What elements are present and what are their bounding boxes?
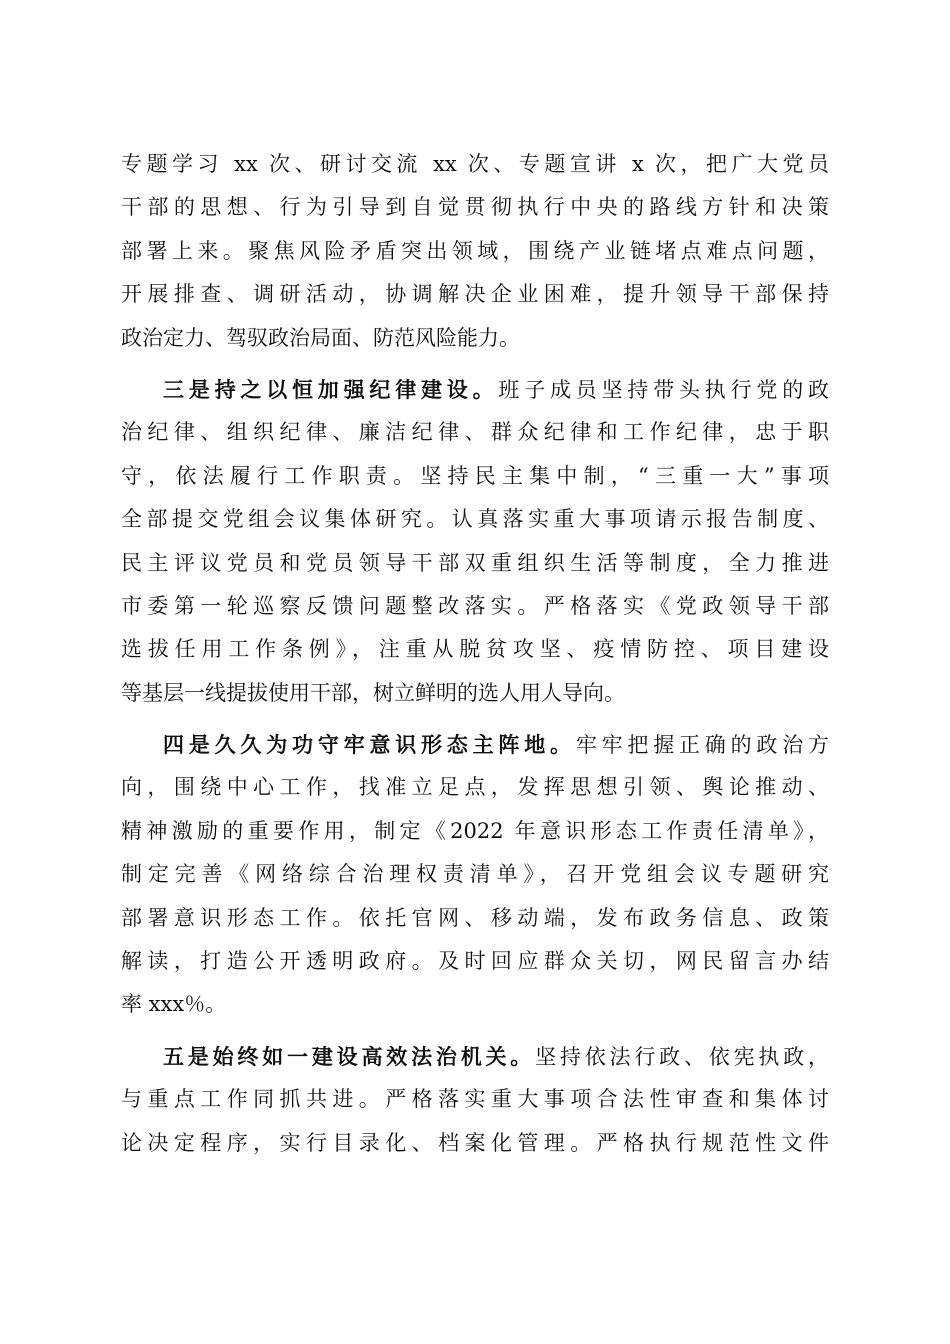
text-line: 政治定力、驾驭政治局面、防范风险能力。: [121, 325, 520, 350]
paragraph-heading: 四是久久为功守牢意识形态主阵地。: [163, 732, 576, 758]
text-line: 论决定程序，实行目录化、档案化管理。严格执行规范性文件: [121, 1130, 829, 1155]
paragraph-gap: [121, 1027, 829, 1035]
text-line: 市委第一轮巡察反馈问题整改落实。严格落实《党政领导干部: [121, 593, 829, 618]
text-line: 部署上来。聚焦风险矛盾突出领域，围绕产业链堵点难点问题，: [121, 238, 829, 263]
text-line: 等基层一线提拔使用干部，树立鲜明的选人用人导向。: [121, 680, 625, 705]
paragraph-first-line: [121, 1035, 829, 1078]
text-line: 民主评议党员和党员领导干部双重组织生活等制度，全力推进: [121, 550, 829, 575]
paragraph-2: [121, 368, 829, 715]
text-line: 选拔任用工作条例》，注重从脱贫攻坚、疫情防控、项目建设: [121, 637, 829, 662]
paragraph-first-text: 班子成员坚持带头执行党的政: [498, 377, 830, 402]
paragraph-heading: 五是始终如一建设高效法治机关。: [163, 1043, 536, 1069]
text-line: 守，依法履行工作职责。坚持民主集中制，“三重一大”事项: [121, 463, 829, 488]
paragraph-3: [121, 723, 829, 1027]
text-line: 向，围绕中心工作，找准立足点，发挥思想引领、舆论推动、: [121, 775, 829, 800]
text-line: 开展排查、调研活动，协调解决企业困难，提升领导干部保持: [121, 282, 829, 307]
document-body: [121, 143, 829, 1165]
text-line: 全部提交党组会议集体研究。认真落实重大事项请示报告制度、: [121, 507, 829, 532]
text-line: 与重点工作同抓共进。严格落实重大事项合法性审查和集体讨: [121, 1087, 829, 1112]
paragraph-1: [121, 143, 829, 360]
paragraph-first-text: 牢牢把握正确的政治方: [575, 733, 830, 758]
paragraph-gap: [121, 360, 829, 368]
text-line: 部署意识形态工作。依托官网、移动端，发布政务信息、政策: [121, 905, 829, 930]
text-line: 精神激励的重要作用，制定《2022 年意识形态工作责任清单》，: [121, 818, 829, 843]
paragraph-first-line: [121, 723, 829, 766]
text-line: 专题学习 xx 次、研讨交流 xx 次、专题宣讲 x 次，把广大党员: [121, 152, 829, 176]
text-line: 干部的思想、行为引导到自觉贯彻执行中央的路线方针和决策: [121, 195, 829, 220]
paragraph-4: [121, 1035, 829, 1165]
text-line: 制定完善《网络综合治理权责清单》，召开党组会议专题研究: [121, 862, 829, 887]
text-line: 治纪律、组织纪律、廉洁纪律、群众纪律和工作纪律，忠于职: [121, 420, 829, 445]
paragraph-heading: 三是持之以恒加强纪律建设。: [163, 376, 499, 402]
paragraph-gap: [121, 715, 829, 723]
text-line: 解读，打造公开透明政府。及时回应群众关切，网民留言办结: [121, 949, 829, 974]
paragraph-first-text: 坚持依法行政、依宪执政，: [535, 1044, 830, 1069]
paragraph-first-line: [121, 368, 829, 411]
text-line: 率 xxx％。: [121, 992, 227, 1017]
